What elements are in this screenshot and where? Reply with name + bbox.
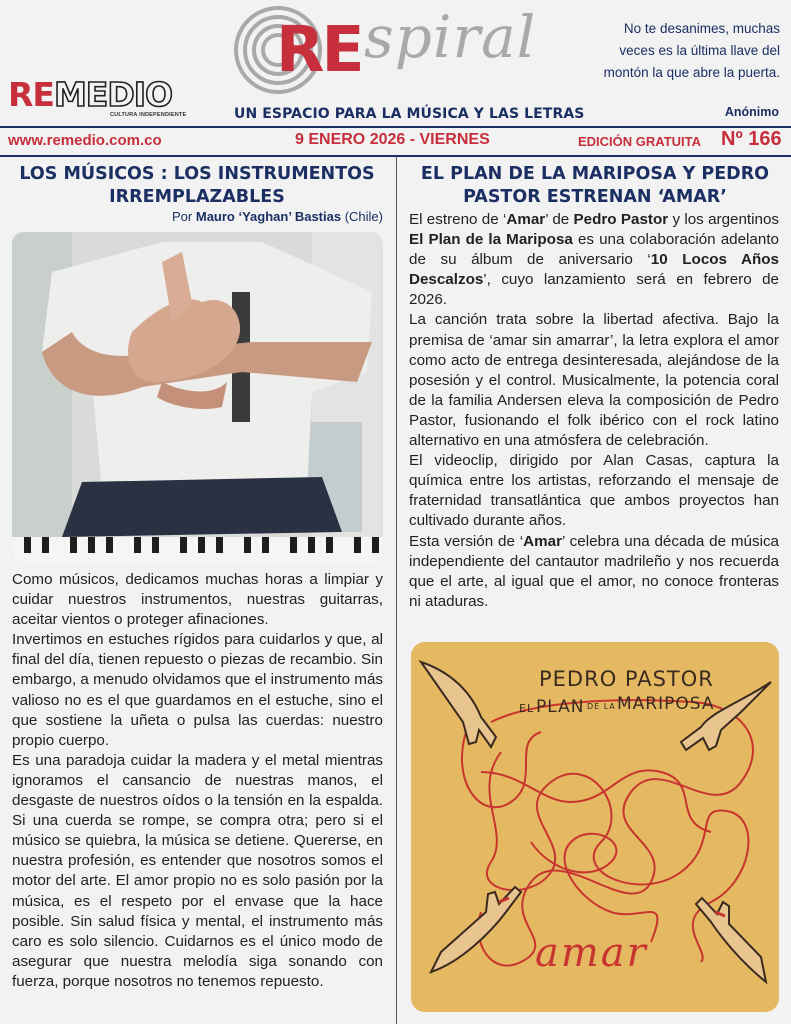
musician-hands-photo (12, 232, 383, 564)
remedio-subtitle: CULTURA INDEPENDIENTE (110, 112, 187, 118)
byline-author: Mauro ‘Yaghan’ Bastias (195, 209, 342, 224)
right-paragraph (409, 532, 779, 612)
cover-song-title: amar (535, 930, 648, 976)
cover-artist-name: PEDRO PASTOR (539, 667, 714, 691)
left-paragraph: Como músicos, dedicamos muchas horas a limpiar y cuidar nuestros instrumentos, nuestras guitarras, aceitar vientos o proteger afinaciones. (12, 571, 383, 629)
column-divider (396, 157, 397, 1024)
left-article-title: LOS MÚSICOS : LOS INSTRUMENTOS IRREMPLAZABLES (19, 164, 375, 207)
album-name: 10 Locos Años Descalzos (409, 251, 779, 289)
album-cover-image (411, 642, 779, 1012)
song-name: Amar (523, 532, 562, 550)
brand-logo-spiral: spiral (364, 3, 537, 71)
quote-author: Anónimo (724, 105, 779, 119)
right-paragraph: La canción trata sobre la libertad afectiva. Bajo la premisa de ‘amar sin amarrar’, la letra explora el amor como acto de entrega desinteresada, alejándose de la posesión y el control. Musicalmente, la potencia coral de la familia Andersen eleva la composición de Pedro Pastor, fusionando el folk ibérico con el rock latino alternativo en una atmósfera de celebración. (409, 311, 779, 450)
masthead-quote: No te desanimes, muchas veces es la última llave del montón la que abre la puerta. (603, 21, 780, 80)
text-run: ’ celebra una década de música independiente del cantautor madrileño y nos recuerda que el arte, al igual que el amor, no conoce fronteras ni ataduras. (409, 532, 780, 610)
artist-name: Pedro Pastor (573, 211, 669, 228)
left-paragraph: Invertimos en estuches rígidos para cuidarlos y que, al final del día, tienen repuesto o piezas de recambio. Sin embargo, a menudo olvidamos que el instrumento más valioso no es el que guardamos en el estuche, sino el que sostiene la uñeta o pulsa las cuerdas: nuestro propio cuerpo. (12, 631, 383, 749)
byline-country: (Chile) (344, 209, 383, 224)
left-article-byline (172, 209, 383, 224)
text-run: y los argentinos (668, 211, 780, 228)
right-paragraph: El videoclip, dirigido por Alan Casas, captura la química entre los artistas, reforzando el mensaje de fraternidad transatlántica que ambos proyectos han cultivado durante años. (409, 452, 779, 530)
text-run: ’, cuyo lanzamiento será en febrero de 2026. (409, 271, 779, 309)
cover-band-plan: PLAN (536, 697, 585, 717)
website-link[interactable]: www.remedio.com.co (8, 132, 162, 149)
cover-band-mariposa: MARIPOSA (617, 694, 715, 714)
left-article-body (12, 570, 383, 992)
right-article-title: EL PLAN DE LA MARIPOSA Y PEDRO PASTOR ESTRENAN ‘AMAR’ (420, 164, 770, 207)
song-name: Amar (506, 211, 546, 228)
masthead-rule-top (0, 126, 791, 128)
band-name: El Plan de la Mariposa (409, 231, 573, 249)
text-run: Esta versión de ‘ (409, 532, 524, 550)
text-run: ’ de (545, 211, 574, 228)
cover-band-de-la: DE LA (587, 702, 616, 711)
cover-band-el: EL (519, 702, 535, 715)
remedio-logo-medio: MEDIO (53, 75, 173, 114)
brand-logo-re: RE (276, 13, 362, 86)
text-run: El estreno de ‘ (409, 211, 507, 228)
tagline: UN ESPACIO PARA LA MÚSICA Y LAS LETRAS (234, 106, 585, 122)
left-paragraph: Es una paradoja cuidar la madera y el metal mientras ignoramos el cansancio de nuestras manos, el desgaste de nuestros oídos o la tensión en la espalda. Si una cuerda se rompe, se compra otra; pero si el músico se quiebra, la música se detiene. Quererse, en nuestra profesión, es entender que nosotros somos el motor del arte. El amor propio no es solo pasión por la música, es el respeto por el envase que la hace posible. Sin salud física y mental, el instrumento más caro es solo silencio. Cuidarnos es el único modo de asegurar que nuestra melodía siga sonando con fuerza, porque nosotros no tenemos repuesto. (12, 751, 383, 990)
remedio-logo[interactable] (8, 75, 173, 114)
edition-label: EDICIÓN GRATUITA (578, 134, 702, 149)
remedio-logo-re: RE (8, 75, 54, 114)
byline-prefix: Por (172, 209, 193, 224)
issue-number: Nº 166 (721, 128, 782, 150)
right-article-body (409, 210, 779, 612)
right-paragraph (409, 210, 779, 310)
issue-date: 9 ENERO 2026 - VIERNES (295, 131, 490, 148)
text-run: es una colaboración adelanto de su álbum de aniversario ‘ (409, 231, 779, 269)
